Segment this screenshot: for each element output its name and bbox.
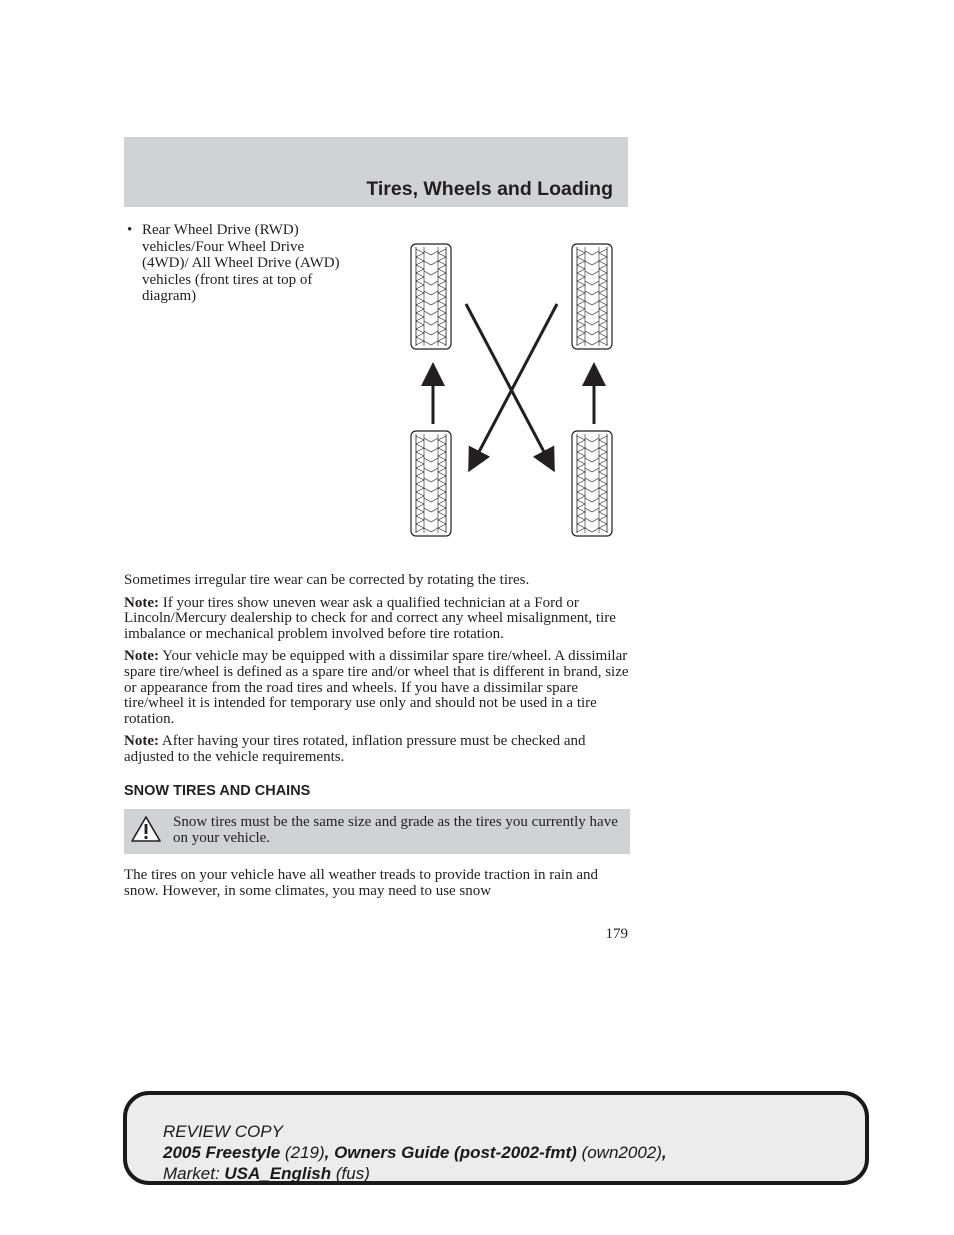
paragraph: The tires on your vehicle have all weather treads to provide traction in rain and snow. However, in some climates, you may need to use snow — [124, 867, 598, 899]
footer-market: USA_English — [224, 1164, 332, 1183]
footer-model-code: (219) — [280, 1143, 325, 1162]
bullet-line: diagram) — [142, 288, 197, 304]
note-paragraph — [124, 734, 630, 765]
review-copy-footer — [123, 1091, 869, 1185]
paragraph: Sometimes irregular tire wear can be corrected by rotating the tires. — [124, 572, 530, 588]
note-label: Note: — [124, 733, 159, 750]
footer-guide: Owners Guide (post-2002-fmt) — [334, 1143, 577, 1162]
warning-text: Snow tires must be the same size and grade as the tires you currently have on your vehicle. — [173, 814, 618, 847]
note-text: If your tires show uneven wear ask a qualified technician at a Ford or Lincoln/Mercury dealership to check for and correct any wheel misalignment, tire imbalance or mechanical problem involved before tire rotation. — [124, 594, 616, 642]
footer-text — [163, 1121, 667, 1184]
footer-separator: , — [324, 1143, 335, 1162]
tire-icon-front-right — [572, 244, 612, 349]
bullet-line: vehicles (front tires at top of — [142, 271, 313, 288]
footer-market-code: (fus) — [331, 1164, 370, 1183]
bullet-line: Rear Wheel Drive (RWD) — [142, 222, 299, 238]
footer-review-copy: REVIEW COPY — [163, 1122, 283, 1141]
warning-box — [124, 809, 630, 854]
tire-rotation-diagram — [400, 236, 630, 542]
note-label: Note: — [124, 648, 159, 665]
note-paragraph — [124, 596, 630, 643]
tire-icon-front-left — [411, 244, 451, 349]
footer-guide-code: (own2002) — [576, 1143, 662, 1162]
warning-triangle-icon — [130, 815, 162, 843]
note-paragraph — [124, 649, 630, 727]
arrow-icon-cross-to-rear-right — [466, 304, 552, 467]
footer-line-3 — [163, 1163, 667, 1184]
bullet-line: (4WD)/ All Wheel Drive (AWD) — [142, 255, 340, 271]
body-text — [124, 573, 630, 906]
note-text: Your vehicle may be equipped with a dissimilar spare tire/wheel. A dissimilar spare tire/wheel is defined as a spare tire and/or wheel that is different in brand, size or appearance from the road tires and wheels. If you have a dissimilar spare tire/wheel it is intended for temporary use only and should not be used in a tire rotation. — [124, 648, 629, 727]
page-number: 179 — [605, 926, 628, 942]
bullet-dot: • — [127, 222, 133, 238]
footer-line-2 — [163, 1142, 667, 1163]
tire-icon-rear-right — [572, 431, 612, 536]
header-band — [124, 137, 628, 207]
bullet-item — [124, 222, 374, 305]
footer-separator: , — [661, 1143, 667, 1162]
bullet-text — [142, 222, 374, 305]
arrow-icon-cross-to-rear-left — [471, 304, 557, 467]
note-text: After having your tires rotated, inflation pressure must be checked and adjusted to the vehicle requirements. — [124, 733, 586, 765]
bullet-line: vehicles/Four Wheel Drive — [142, 238, 305, 255]
note-label: Note: — [124, 594, 159, 611]
subheading: SNOW TIRES AND CHAINS — [124, 782, 311, 799]
footer-market-label: Market: — [163, 1164, 225, 1183]
tire-icon-rear-left — [411, 431, 451, 536]
section-title: Tires, Wheels and Loading — [366, 178, 613, 200]
footer-model: 2005 Freestyle — [163, 1143, 281, 1162]
